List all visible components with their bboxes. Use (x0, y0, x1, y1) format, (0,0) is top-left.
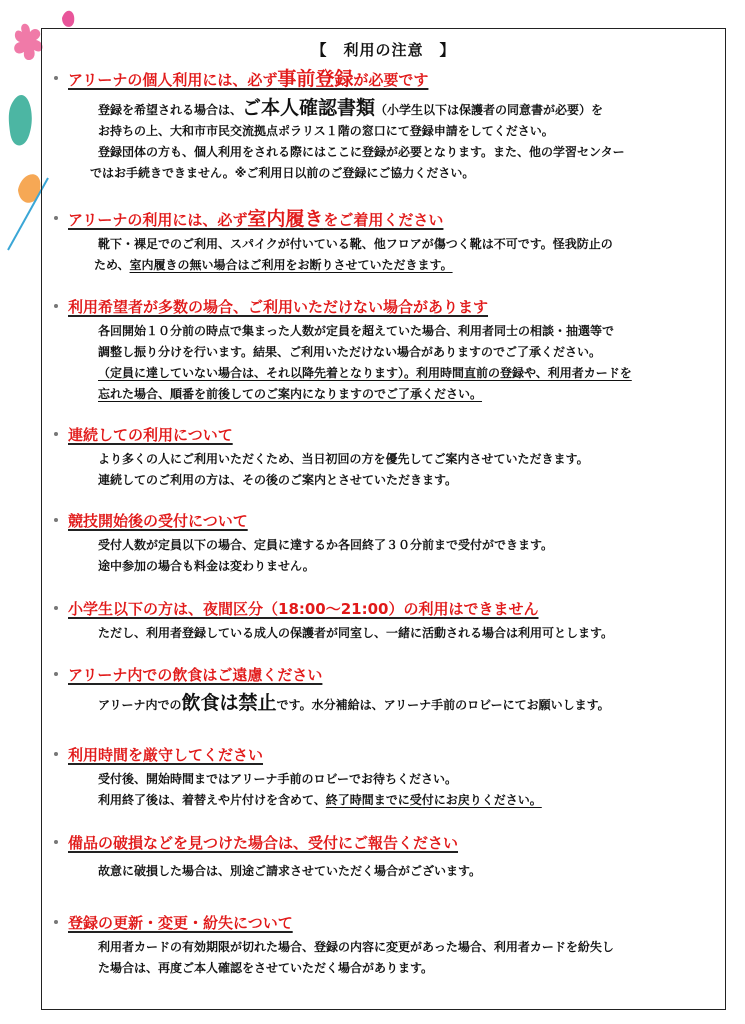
teal-leaf-icon (9, 95, 32, 145)
section-body (54, 769, 711, 811)
body-line: 登録を希望される場合は、ご本人確認書類（小学生以下は保護者の同意書が必要）を (98, 97, 604, 119)
body-line: （定員に達していない場合は、それ以降先着となります）。利用時間直前の登録や、利用者カードを (98, 366, 632, 380)
section-indoor-shoes (54, 209, 711, 276)
body-line: た場合は、再度ご本人確認をさせていただく場合があります。 (98, 961, 434, 975)
section-body (54, 861, 711, 882)
underlined-text: 室内履きの無い場合はご利用をお断りさせていただきます。 (129, 258, 453, 272)
emphasis-text: 飲食は禁止 (181, 692, 277, 714)
section-late-reception (54, 511, 711, 577)
body-line: ため、室内履きの無い場合はご利用をお断りさせていただきます。 (94, 258, 453, 272)
bullet-icon (54, 920, 58, 924)
heading-text: アリーナの利用には、必ず (68, 211, 248, 229)
heading-text: が必要です (353, 71, 429, 89)
section-elementary-night (54, 599, 711, 644)
bullet-icon (54, 840, 58, 844)
section-body (54, 535, 711, 577)
pink-flower-icon (14, 24, 42, 60)
section-heading (54, 913, 711, 933)
pink-petal-icon (62, 11, 74, 27)
section-body (54, 937, 711, 979)
bullet-icon (54, 606, 58, 610)
section-heading (54, 297, 711, 317)
body-line: 連続してのご利用の方は、その後のご案内とさせていただきます。 (98, 473, 458, 487)
section-no-food (54, 665, 711, 716)
notice-frame (41, 28, 726, 1010)
section-body (54, 449, 711, 491)
heading-text: アリーナの個人利用には、必ず (68, 71, 278, 89)
bullet-icon (54, 432, 58, 436)
bullet-icon (54, 752, 58, 756)
section-damage-report (54, 833, 711, 882)
body-line: ただし、利用者登録している成人の保護者が同室し、一緒に活動される場合は利用可とします。 (98, 626, 614, 640)
section-body (54, 321, 711, 405)
body-line: 登録団体の方も、個人利用をされる際にはここに登録が必要となります。また、他の学習センター (98, 145, 625, 159)
body-line: より多くの人にご利用いただくため、当日初回の方を優先してご案内させていただきます。 (98, 452, 589, 466)
section-capacity (54, 297, 711, 405)
heading-text: 利用希望者が多数の場合、ご利用いただけない場合があります (68, 298, 489, 316)
section-body (54, 98, 711, 184)
emphasis-text: ご本人確認書類 (242, 97, 376, 119)
heading-text: アリーナ内での飲食はご遠慮ください (68, 666, 323, 684)
body-line: 途中参加の場合も料金は変わりません。 (98, 559, 315, 573)
section-heading (54, 599, 711, 619)
heading-text: 登録の更新・変更・紛失について (68, 914, 293, 932)
body-line: 受付人数が定員以下の場合、定員に達するか各回終了３０分前まで受付ができます。 (98, 538, 554, 552)
section-body (54, 693, 711, 716)
heading-text: 連続しての利用について (68, 426, 233, 444)
body-line: お持ちの上、大和市市民交流拠点ポラリス１階の窓口にて登録申請をしてください。 (98, 124, 554, 138)
heading-text: 備品の破損などを見つけた場合は、受付にご報告ください (68, 834, 459, 852)
bullet-icon (54, 304, 58, 308)
bullet-icon (54, 216, 58, 220)
body-line: 靴下・裸足でのご利用、スパイクが付いている靴、他フロアが傷つく靴は不可です。怪我防止の (98, 237, 613, 251)
body-line: アリーナ内での飲食は禁止です。水分補給は、アリーナ手前のロビーにてお願いします。 (98, 692, 610, 714)
body-line: 調整し振り分けを行います。結果、ご利用いただけない場合がありますのでご了承ください。 (98, 345, 602, 359)
body-line: ではお手続きできません。※ご利用日以前のご登録にご協力ください。 (90, 166, 475, 180)
section-body (54, 623, 711, 644)
section-registration-update (54, 913, 711, 979)
heading-emphasis: 室内履き (247, 208, 324, 230)
heading-text: 利用時間を厳守してください (68, 746, 264, 764)
body-line: 各回開始１０分前の時点で集まった人数が定員を超えていた場合、利用者同士の相談・抽選等で (98, 324, 615, 338)
section-body (54, 234, 711, 276)
section-consecutive-use (54, 425, 711, 491)
section-heading (54, 511, 711, 531)
underlined-text: 終了時間までに受付にお戻りください。 (325, 793, 542, 807)
heading-text: 競技開始後の受付について (68, 512, 248, 530)
section-heading (54, 665, 711, 685)
section-heading (54, 425, 711, 445)
section-time-strict (54, 745, 711, 811)
body-line: 忘れた場合、順番を前後してのご案内になりますのでご了承ください。 (98, 387, 483, 401)
heading-emphasis: 事前登録 (277, 68, 354, 90)
body-line: 利用終了後は、着替えや片付けを含めて、終了時間までに受付にお戻りください。 (98, 793, 542, 807)
heading-text: 小学生以下の方は、夜間区分（18:00～21:00）の利用はできません (68, 600, 539, 618)
section-heading (54, 209, 711, 230)
section-advance-registration (54, 69, 711, 184)
page-title: 【 利用の注意 】 (311, 41, 456, 59)
body-line: 利用者カードの有効期限が切れた場合、登録の内容に変更があった場合、利用者カードを紛失し (98, 940, 614, 954)
body-line: 受付後、開始時間まではアリーナ手前のロビーでお待ちください。 (98, 772, 458, 786)
bullet-icon (54, 518, 58, 522)
section-heading (54, 833, 711, 853)
section-heading (54, 69, 711, 90)
body-line: 故意に破損した場合は、別途ご請求させていただく場合がございます。 (98, 864, 482, 878)
section-heading (54, 745, 711, 765)
bullet-icon (54, 672, 58, 676)
heading-text: をご着用ください (323, 211, 444, 229)
bullet-icon (54, 76, 58, 80)
